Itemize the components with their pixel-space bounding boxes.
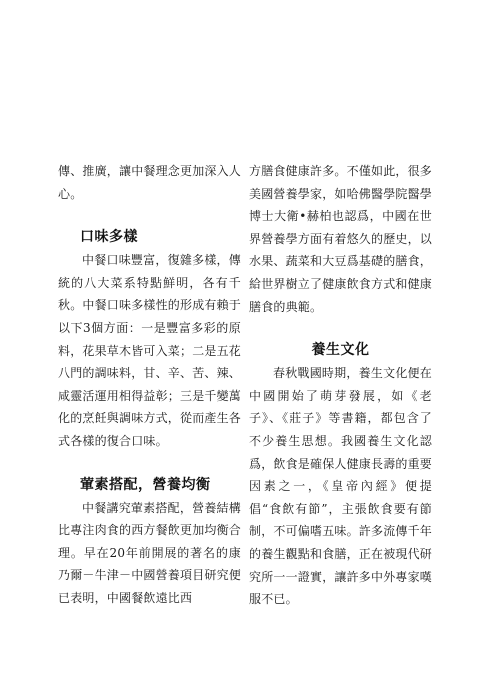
section-body-health-culture: 春秋戰國時期，養生文化便在中國開始了萌芽發展，如《老子》、《莊子》等書籍，都包含了不少養生思想。我國養生文化認爲，飲食是確保人健康長壽的重要因素之一，《皇帝內經》便提倡“食飲有節”，主張飲食要有節制，不可偏嗜五味。許多流傳千年的養生觀點和食膳，正在被現代研究所一一證實，讓許多中外專家嘆服不已。 (249, 366, 433, 607)
continued-paragraph: 方膳食健康許多。不僅如此，很多美國營養學家，如哈佛醫學院醫學博士大衛•赫柏也認爲，中國在世界營養學方面有着悠久的歷史，以水果、蔬菜和大豆爲基礎的膳食，給世界樹立了健康飲食方式和健康膳食的典範。 (249, 164, 433, 314)
section-body-taste-variety: 中餐口味豐富，復雜多樣，傳統的八大菜系特點鮮明，各有千秋。中餐口味多樣性的形成有賴于以下3個方面：一是豐富多彩的原料，花果草木皆可入菜；二是五花八門的調味料，甘、辛、苦、辣、咸靈活運用相得益彰；三是千變萬化的烹飪與調味方式，從而產生各式各樣的復合口味。 (58, 253, 242, 448)
right-column (249, 160, 432, 611)
intro-paragraph: 傳、推廣，讓中餐理念更加深入人心。 (58, 164, 242, 201)
section-body-balanced-nutrition: 中餐講究葷素搭配，營養結構比專注肉食的西方餐飲更加均衡合理。早在20年前開展的著名的康乃爾－牛津－中國營養項目研究便已表明，中國餐飲遠比西 (58, 500, 242, 605)
section-heading-health-culture: 養生文化 (311, 342, 370, 359)
section-heading-taste-variety: 口味多樣 (80, 229, 138, 246)
left-column (58, 160, 241, 610)
section-heading-balanced-nutrition: 葷素搭配，營養均衡 (80, 476, 211, 493)
